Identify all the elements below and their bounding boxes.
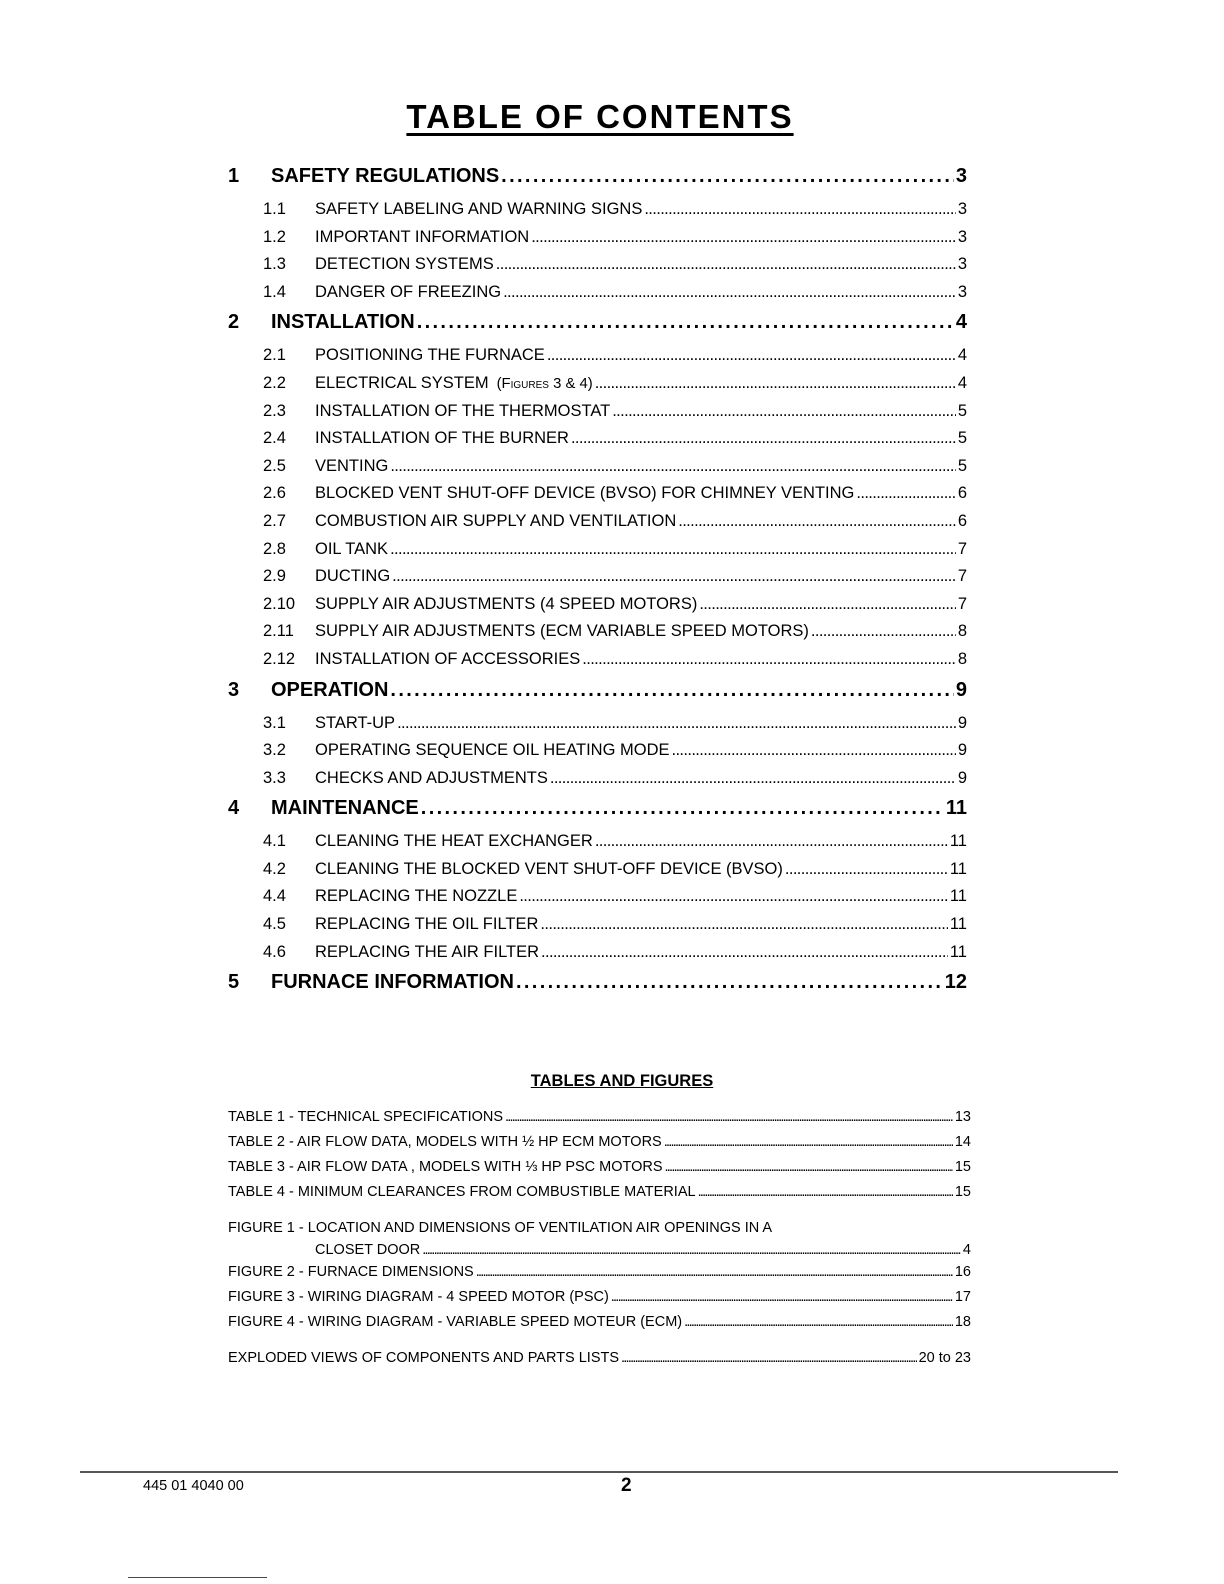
dot-leader	[496, 251, 956, 278]
entry-title: TABLE 2 - AIR FLOW DATA, MODELS WITH ½ HP ECM MOTORS	[228, 1134, 662, 1150]
subsection-number: 2.7	[263, 511, 286, 530]
subsection-number: 1.3	[263, 255, 286, 274]
tables-figures-entry[interactable]	[228, 1217, 971, 1261]
page-number: 2	[621, 1475, 632, 1496]
subsection-title: DUCTING	[315, 567, 391, 586]
subsection-number: 2.5	[263, 456, 286, 475]
dot-leader	[519, 883, 948, 910]
entry-title: FIGURE 1 - LOCATION AND DIMENSIONS OF VENTILATION AIR OPENINGS IN A	[228, 1220, 773, 1236]
toc-section[interactable]	[228, 160, 967, 196]
section-number: 2	[228, 311, 240, 334]
entry-title: FIGURE 2 - FURNACE DIMENSIONS	[228, 1264, 474, 1280]
toc-subsection[interactable]	[228, 939, 967, 967]
subsection-title: OIL TANK	[315, 539, 389, 558]
subsection-title: DETECTION SYSTEMS	[315, 255, 494, 274]
subsection-number: 1.1	[263, 200, 286, 218]
subsection-title: SUPPLY AIR ADJUSTMENTS (ECM VARIABLE SPEED MOTORS)	[315, 622, 809, 641]
subsection-page: 5	[957, 401, 967, 420]
section-title: FURNACE INFORMATION	[271, 971, 514, 994]
subsection-number: 4.6	[263, 942, 286, 961]
subsection-number: 2.1	[263, 346, 286, 365]
toc-subsection[interactable]	[228, 453, 967, 481]
dot-leader	[392, 563, 956, 590]
footer-divider	[80, 1471, 1118, 1473]
section-page: 3	[955, 165, 967, 187]
subsection-title: IMPORTANT INFORMATION	[315, 227, 530, 246]
subsection-title: REPLACING THE AIR FILTER	[315, 942, 540, 961]
dot-leader	[811, 618, 956, 645]
subsection-page: 9	[957, 768, 967, 787]
subsection-title: ELECTRICAL SYSTEM	[315, 373, 489, 392]
toc-section[interactable]	[228, 966, 967, 1002]
subsection-page: 8	[957, 622, 967, 641]
subsection-page: 5	[957, 456, 967, 475]
dot-leader	[550, 765, 956, 792]
dot-leader	[582, 646, 956, 673]
dot-leader	[644, 196, 955, 223]
section-page: 12	[944, 971, 967, 994]
dot-leader	[476, 1261, 953, 1283]
section-page: 11	[945, 797, 967, 820]
entry-page: 14	[954, 1134, 971, 1150]
subsection-number: 1.2	[263, 227, 286, 246]
entry-title: TABLE 3 - AIR FLOW DATA , MODELS WITH ⅓ HP PSC MOTORS	[228, 1159, 663, 1175]
dot-leader	[699, 591, 955, 618]
toc-subsection[interactable]	[228, 856, 967, 884]
subsection-title: REPLACING THE NOZZLE	[315, 887, 518, 906]
subsection-title: INSTALLATION OF ACCESSORIES	[315, 649, 581, 668]
tables-figures-entry[interactable]	[228, 1347, 971, 1372]
subsection-number: 3.3	[263, 768, 286, 787]
toc-subsection[interactable]	[228, 828, 967, 856]
subsection-title: START-UP	[315, 713, 396, 732]
dot-leader	[505, 1106, 953, 1128]
dot-leader	[421, 792, 944, 824]
subsection-page: 3	[957, 200, 967, 218]
toc-subsection[interactable]	[228, 398, 967, 426]
subsection-number: 2.8	[263, 539, 286, 558]
subsection-page: 11	[949, 887, 967, 906]
dot-leader	[856, 480, 955, 507]
section-title: SAFETY REGULATIONS	[271, 165, 500, 187]
section-number: 4	[228, 797, 240, 820]
toc-subsection[interactable]	[228, 591, 967, 619]
subsection-number: 2.3	[263, 401, 286, 420]
section-number: 3	[228, 678, 240, 701]
subsection-number: 2.4	[263, 429, 286, 448]
toc-subsection[interactable]	[228, 196, 967, 224]
subsection-title: COMBUSTION AIR SUPPLY AND VENTILATION	[315, 511, 677, 530]
dot-leader	[698, 1181, 953, 1203]
dot-leader	[571, 425, 956, 452]
dot-leader	[684, 1311, 953, 1333]
toc-subsection[interactable]	[228, 618, 967, 646]
subsection-note: (Figures 3 & 4)	[496, 375, 593, 392]
toc-subsection[interactable]	[228, 710, 967, 738]
link-underline	[128, 1577, 267, 1578]
toc-subsection[interactable]	[228, 480, 967, 508]
subsection-title: CLEANING THE HEAT EXCHANGER	[315, 832, 593, 851]
subsection-page: 7	[957, 539, 967, 558]
entry-title: FIGURE 3 - WIRING DIAGRAM - 4 SPEED MOTOR (PSC)	[228, 1289, 609, 1305]
dot-leader	[531, 224, 956, 251]
dot-leader	[541, 939, 948, 966]
toc-subsection[interactable]	[228, 425, 967, 453]
subsection-page: 11	[949, 832, 967, 851]
dot-leader	[611, 1286, 953, 1308]
subsection-title: CHECKS AND ADJUSTMENTS	[315, 768, 548, 787]
toc-subsection[interactable]	[228, 224, 967, 252]
dot-leader	[501, 160, 954, 192]
entry-page: 15	[954, 1184, 971, 1200]
subsection-page: 4	[957, 373, 967, 392]
subsection-page: 9	[957, 713, 967, 732]
subsection-title: DANGER OF FREEZING	[315, 282, 502, 301]
dot-leader	[672, 737, 956, 764]
tables-figures-entry[interactable]	[228, 1311, 971, 1336]
section-number: 5	[228, 971, 240, 994]
entry-title: FIGURE 4 - WIRING DIAGRAM - VARIABLE SPEED MOTEUR (ECM)	[228, 1314, 683, 1330]
dot-leader	[612, 398, 956, 425]
subsection-number: 2.2	[263, 373, 286, 392]
subsection-page: 3	[957, 282, 967, 301]
entry-title: TABLE 4 - MINIMUM CLEARANCES FROM COMBUSTIBLE MATERIAL	[228, 1184, 696, 1200]
toc-subsection[interactable]	[228, 508, 967, 536]
dot-leader	[390, 453, 955, 480]
entry-page: 20 to 23	[918, 1350, 971, 1366]
toc-subsection[interactable]	[228, 536, 967, 564]
toc-subsection[interactable]	[228, 765, 967, 793]
subsection-page: 11	[949, 942, 967, 961]
dot-leader	[664, 1131, 953, 1153]
dot-leader	[516, 966, 943, 998]
subsection-number: 1.4	[263, 282, 286, 301]
subsection-number: 3.1	[263, 713, 286, 732]
subsection-number: 2.10	[263, 594, 296, 613]
subsection-number: 2.9	[263, 567, 286, 586]
subsection-page: 6	[957, 484, 967, 503]
subsection-page: 7	[957, 567, 967, 586]
subsection-number: 4.5	[263, 915, 286, 934]
subsection-page: 4	[957, 346, 967, 365]
toc-section[interactable]	[228, 792, 967, 828]
subsection-page: 8	[957, 649, 967, 668]
table-of-contents	[228, 160, 967, 1002]
subsection-number: 4.1	[263, 832, 286, 851]
subsection-number: 2.12	[263, 649, 296, 668]
dot-leader	[503, 279, 956, 306]
subsection-page: 6	[957, 511, 967, 530]
entry-page: 4	[962, 1242, 971, 1258]
tables-figures-entry[interactable]	[228, 1131, 971, 1156]
dot-leader	[621, 1347, 917, 1369]
tables-figures-entry[interactable]	[228, 1106, 971, 1131]
subsection-number: 3.2	[263, 741, 286, 760]
subsection-number: 4.4	[263, 887, 286, 906]
dot-leader	[547, 342, 956, 369]
subsection-title: REPLACING THE OIL FILTER	[315, 915, 539, 934]
dot-leader	[678, 508, 956, 535]
subsection-number: 2.6	[263, 484, 286, 503]
subsection-title: SUPPLY AIR ADJUSTMENTS (4 SPEED MOTORS)	[315, 594, 698, 613]
tables-figures-entry[interactable]	[228, 1286, 971, 1311]
subsection-page: 7	[957, 594, 967, 613]
section-number: 1	[228, 165, 240, 187]
dot-leader	[390, 536, 956, 563]
dot-leader	[540, 911, 947, 938]
toc-subsection[interactable]	[228, 646, 967, 674]
entry-page: 15	[954, 1159, 971, 1175]
section-page: 9	[955, 678, 967, 701]
entry-page: 17	[954, 1289, 971, 1305]
dot-leader	[785, 856, 948, 883]
entry-continuation-row	[228, 1239, 971, 1261]
subsection-title: INSTALLATION OF THE THERMOSTAT	[315, 401, 611, 420]
subsection-title: CLEANING THE BLOCKED VENT SHUT-OFF DEVICE (BVSO)	[315, 859, 783, 878]
section-title: INSTALLATION	[271, 311, 415, 334]
subsection-page: 5	[957, 429, 967, 448]
dot-leader	[595, 828, 948, 855]
subsection-title: INSTALLATION OF THE BURNER	[315, 429, 569, 448]
tables-figures-list	[228, 1106, 971, 1372]
section-title: OPERATION	[271, 678, 389, 701]
toc-subsection[interactable]	[228, 251, 967, 279]
subsection-page: 11	[949, 915, 967, 934]
subsection-title: BLOCKED VENT SHUT-OFF DEVICE (BVSO) FOR CHIMNEY VENTING	[315, 484, 855, 503]
entry-title-continuation: CLOSET DOOR	[315, 1242, 421, 1258]
toc-subsection[interactable]	[228, 279, 967, 307]
page-title	[0, 98, 1200, 136]
subsection-page: 11	[949, 859, 967, 878]
entry-page: 13	[954, 1109, 971, 1125]
toc-subsection[interactable]	[228, 911, 967, 939]
subsection-page: 9	[957, 741, 967, 760]
toc-subsection[interactable]	[228, 370, 967, 398]
tables-figures-entry[interactable]	[228, 1261, 971, 1286]
subsection-title: OPERATING SEQUENCE OIL HEATING MODE	[315, 741, 670, 760]
tables-figures-entry[interactable]	[228, 1181, 971, 1206]
subsection-title: SAFETY LABELING AND WARNING SIGNS	[315, 200, 643, 218]
subsection-page: 3	[957, 255, 967, 274]
subsection-number: 2.11	[263, 622, 294, 641]
tables-figures-entry[interactable]	[228, 1156, 971, 1181]
dot-leader	[397, 710, 956, 737]
toc-subsection[interactable]	[228, 342, 967, 370]
toc-subsection[interactable]	[228, 737, 967, 765]
section-page: 4	[955, 311, 967, 334]
toc-section[interactable]	[228, 674, 967, 710]
toc-subsection[interactable]	[228, 883, 967, 911]
dot-leader	[422, 1239, 961, 1261]
entry-title: TABLE 1 - TECHNICAL SPECIFICATIONS	[228, 1109, 504, 1125]
document-number: 445 01 4040 00	[143, 1478, 244, 1494]
subsection-title: POSITIONING THE FURNACE	[315, 346, 545, 365]
section-title: MAINTENANCE	[271, 797, 419, 820]
toc-section[interactable]	[228, 306, 967, 342]
dot-leader	[390, 674, 953, 706]
dot-leader	[417, 306, 954, 338]
entry-title: EXPLODED VIEWS OF COMPONENTS AND PARTS LISTS	[228, 1350, 620, 1366]
dot-leader	[595, 370, 956, 397]
dot-leader	[665, 1156, 953, 1178]
entry-page: 18	[954, 1314, 971, 1330]
entry-page: 16	[954, 1264, 971, 1280]
subsection-title: VENTING	[315, 456, 389, 475]
toc-subsection[interactable]	[228, 563, 967, 591]
subsection-page: 3	[957, 227, 967, 246]
page-title-text: TABLE OF CONTENTS	[406, 98, 794, 135]
tables-figures-heading: TABLES AND FIGURES	[530, 1072, 714, 1090]
subsection-number: 4.2	[263, 859, 286, 878]
